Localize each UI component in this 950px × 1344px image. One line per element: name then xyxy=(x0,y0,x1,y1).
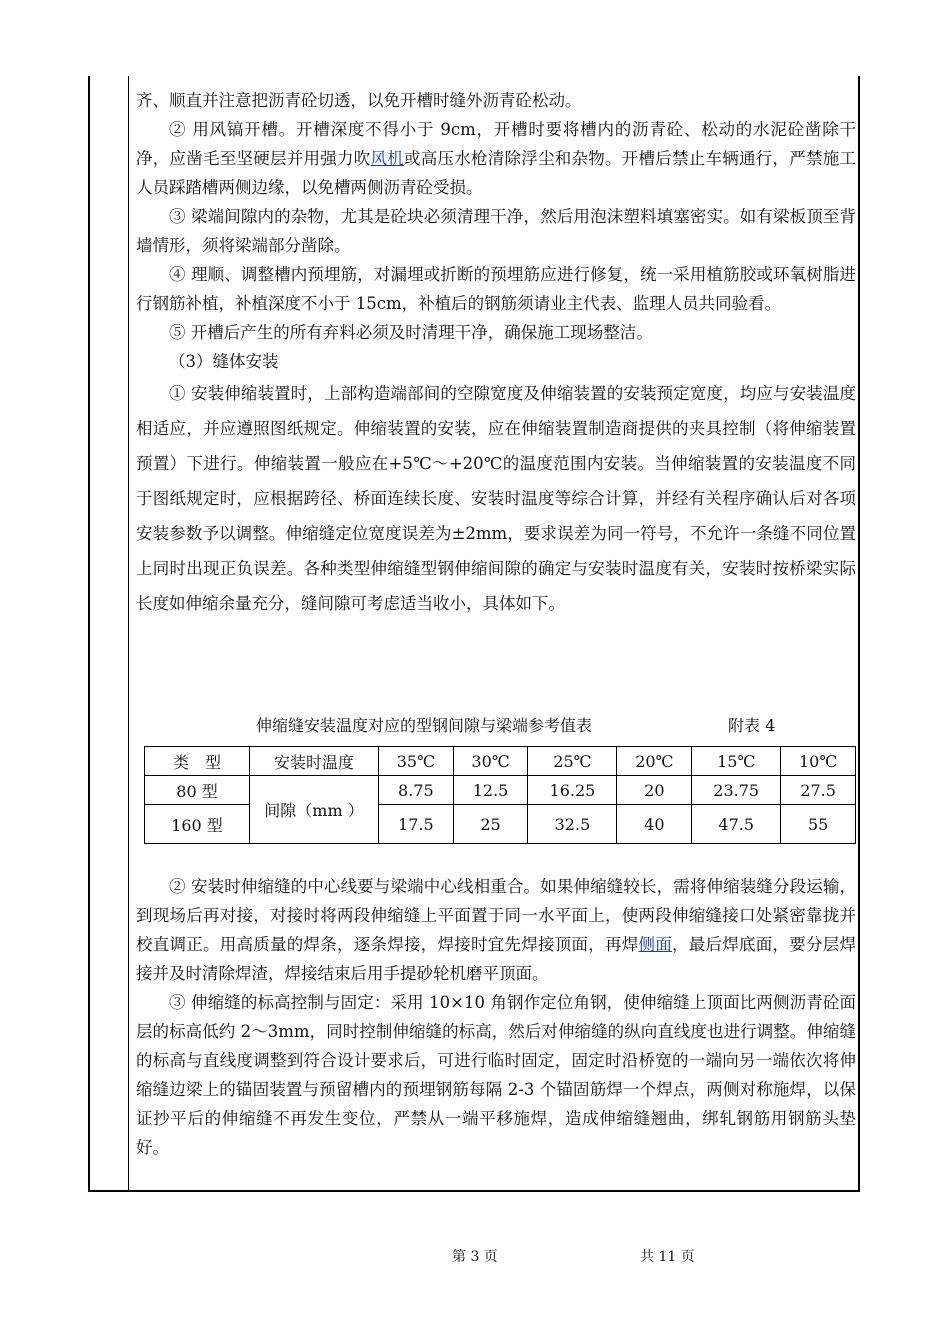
value-cell: 23.75 xyxy=(692,776,781,805)
value-cell: 27.5 xyxy=(781,776,856,805)
row-type-cell: 160 型 xyxy=(145,805,250,844)
value-cell: 40 xyxy=(617,805,692,844)
value-cell: 47.5 xyxy=(692,805,781,844)
header-cell: 25℃ xyxy=(528,747,617,776)
paragraph-cleanup: ⑤ 开槽后产生的所有弃料必须及时清理干净，确保施工现场整洁。 xyxy=(169,323,653,342)
header-cell: 10℃ xyxy=(781,747,856,776)
paragraph-rebar: ④ 理顺、调整槽内预埋筋，对漏埋或折断的预埋筋应进行修复，统一采用植筋胶或环氧树脂进行钢筋补植，补植深度不小于 15cm，补植后的钢筋须请业主代表、监理人员共同验看。 xyxy=(136,265,856,313)
value-cell: 17.5 xyxy=(379,805,454,844)
value-cell: 32.5 xyxy=(528,805,617,844)
value-cell: 16.25 xyxy=(528,776,617,805)
header-cell: 20℃ xyxy=(617,747,692,776)
header-cell: 15℃ xyxy=(692,747,781,776)
paragraph-groove-cutting: ② 用风镐开槽。开槽深度不得小于 9cm，开槽时要将槽内的沥青砼、松动的水泥砼凿除干净，应凿毛至坚硬层并用强力吹风机或高压水枪清除浮尘和杂物。开槽后禁止车辆通行，严禁施工人员踩踏槽两侧边缘，以免槽两侧沥青砼受损。 xyxy=(136,120,856,197)
table-row xyxy=(145,776,856,805)
unit-label-cell: 间隙（mm ） xyxy=(250,776,379,844)
header-cell: 类 型 xyxy=(145,747,250,776)
value-cell: 20 xyxy=(617,776,692,805)
row-type-cell: 80 型 xyxy=(145,776,250,805)
header-cell: 安装时温度 xyxy=(250,747,379,776)
table-number: 附表 4 xyxy=(728,716,776,735)
header-cell: 30℃ xyxy=(453,747,528,776)
link-blower[interactable]: 风机 xyxy=(370,149,404,168)
reference-table xyxy=(144,746,856,844)
section-heading-joint-install: （3）缝体安装 xyxy=(169,352,279,371)
table-header-row xyxy=(145,747,856,776)
after-table-text xyxy=(136,872,856,1162)
table-title: 伸缩缝安装温度对应的型钢间隙与梁端参考值表 xyxy=(256,716,593,735)
document-frame xyxy=(88,76,860,1192)
value-cell: 25 xyxy=(453,805,528,844)
paragraph-elevation-control: ③ 伸缩缝的标高控制与固定：采用 10×10 角钢作定位角钢，使伸缩缝上顶面比两侧沥青砼面层的标高低约 2～3mm，同时控制伸缩缝的标高，然后对伸缩缝的纵向直线度也进行调整。伸缩缝的标高与直线度调整到符合设计要求后，可进行临时固定，固定时沿桥宽的一端向另一端依次将伸缩缝边梁上的锚固装置与预留槽内的预埋钢筋每隔 2-3 个锚固筋焊一个焊点，两侧对称施焊，以保证抄平后的伸缩缝不再发生变位，严禁从一端平移施焊，造成伸缩缝翘曲，绑轧钢筋用钢筋头垫好。 xyxy=(136,993,856,1157)
value-cell: 8.75 xyxy=(379,776,454,805)
link-side-face[interactable]: 侧面 xyxy=(638,935,672,954)
page-number: 第 3 页 xyxy=(452,1249,498,1265)
paragraph-continuation: 齐、顺直并注意把沥青砼切透，以免开槽时缝外沥青砼松动。 xyxy=(136,91,582,110)
value-cell: 12.5 xyxy=(453,776,528,805)
paragraph-beam-gap: ③ 梁端间隙内的杂物，尤其是砼块必须清理干净，然后用泡沫塑料填塞密实。如有梁板顶至背墙情形，须将梁端部分凿除。 xyxy=(136,207,856,255)
paragraph-center-alignment: ② 安装时伸缩缝的中心线要与梁端中心线相重合。如果伸缩缝较长，需将伸缩装缝分段运输，到现场后再对接，对接时将两段伸缩缝上平面置于同一水平面上，使两段伸缩缝接口处紧密靠拢并校直调正。用高质量的焊条，逐条焊接，焊接时宜先焊接顶面，再焊侧面，最后焊底面，要分层焊接并及时清除焊渣，焊接结束后用手提砂轮机磨平顶面。 xyxy=(136,877,856,983)
content-area xyxy=(136,86,856,1157)
left-column-rule xyxy=(128,76,129,1190)
page-total: 共 11 页 xyxy=(640,1249,695,1265)
header-cell: 35℃ xyxy=(379,747,454,776)
value-cell: 55 xyxy=(781,805,856,844)
paragraph-install-temperature: ① 安装伸缩装置时，上部构造端部间的空隙宽度及伸缩装置的安装预定宽度，均应与安装温度相适应，并应遵照图纸规定。伸缩装置的安装，应在伸缩装置制造商提供的夹具控制（将伸缩装置预置）下进行。伸缩装置一般应在+5℃～+20℃的温度范围内安装。当伸缩装置的安装温度不同于图纸规定时，应根据跨径、桥面连续长度、安装时温度等综合计算，并经有关程序确认后对各项安装参数予以调整。伸缩缝定位宽度误差为±2mm，要求误差为同一符号，不允许一条缝不同位置上同时出现正负误差。各种类型伸缩缝型钢伸缩间隙的确定与安装时温度有关，安装时按桥梁实际长度如伸缩余量充分，缝间隙可考虑适当收小，具体如下。 xyxy=(136,384,856,613)
